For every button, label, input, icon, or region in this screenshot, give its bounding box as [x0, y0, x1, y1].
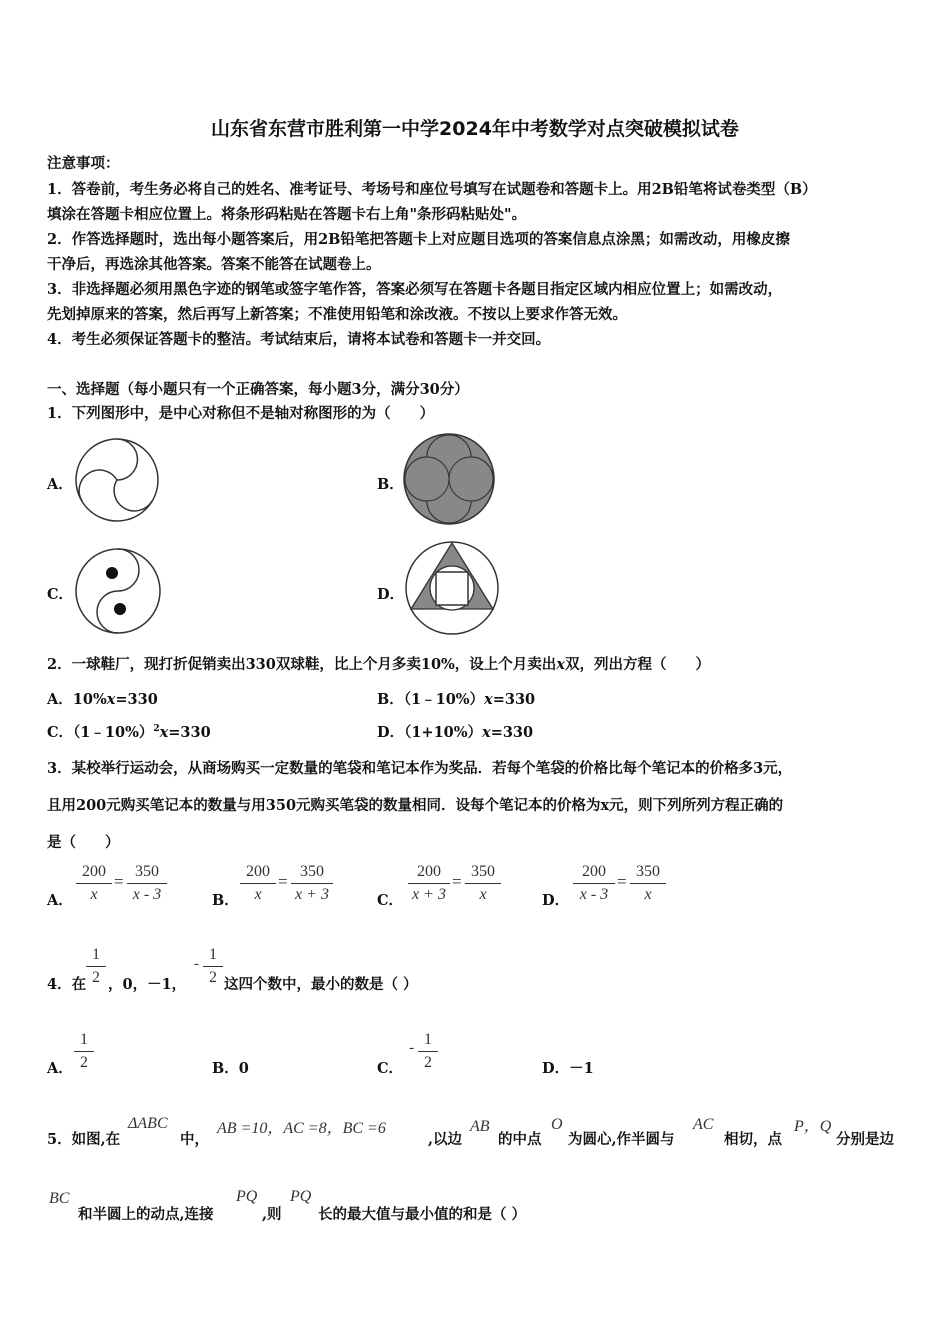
- q1-label-b: B．: [377, 476, 404, 493]
- q5-ab: AB: [470, 1118, 490, 1135]
- q2-option-a[interactable]: [47, 688, 158, 709]
- option-label: D．: [542, 1060, 570, 1077]
- numerator: 200: [246, 863, 270, 880]
- option-label: D．: [377, 724, 405, 741]
- option-text: －1: [569, 1060, 594, 1077]
- option-var: x: [484, 691, 493, 708]
- q2-stem-b: 双，列出方程（ ）: [564, 656, 710, 673]
- option-text: =330: [492, 691, 536, 708]
- minus-sign: -: [194, 956, 199, 972]
- q3-line-1: 3．某校举行运动会，从商场购买一定数量的笔袋和笔记本作为奖品．若每个笔袋的价格比每个笔记本的价格多3元，: [47, 760, 793, 777]
- q5-text: 5．如图,在: [47, 1131, 121, 1148]
- minus-sign: -: [409, 1040, 414, 1056]
- q4-option-d[interactable]: [542, 1057, 594, 1078]
- option-label: B．: [377, 691, 404, 708]
- denominator: 2: [209, 969, 217, 986]
- q4-neg-half: [203, 946, 223, 987]
- numerator: 200: [82, 863, 106, 880]
- option-text: =330: [490, 724, 534, 741]
- q5-conditions: AB =10，AC =8，BC =6: [217, 1120, 386, 1137]
- figure-c-yin-yang: [72, 545, 164, 637]
- q4-label-a[interactable]: A．: [47, 1060, 73, 1077]
- notice-line: 4．考生必须保证答题卡的整洁。考试结束后，请将本试卷和答题卡一并交回。: [47, 331, 551, 348]
- denominator: 2: [424, 1054, 432, 1071]
- numerator: 350: [636, 863, 660, 880]
- q5-text: 中，: [180, 1131, 209, 1148]
- option-text: =330: [168, 724, 211, 741]
- section-heading: 一、选择题（每小题只有一个正确答案，每小题3分，满分30分）: [47, 381, 469, 398]
- notice-line: 2．作答选择题时，选出每小题答案后，用2B铅笔把答题卡上对应题目选项的答案信息点涂黑；如需改动，用橡皮擦: [47, 231, 790, 248]
- notice-heading: 注意事项：: [47, 155, 120, 172]
- denominator: x: [90, 886, 98, 903]
- q5-bc: BC: [49, 1190, 70, 1207]
- q1-stem: 1．下列图形中，是中心对称但不是轴对称图形的为（ ）: [47, 405, 435, 422]
- q5-pq: PQ: [290, 1188, 312, 1205]
- q5-points: P，Q: [794, 1118, 832, 1135]
- page-title: 山东省东营市胜利第一中学2024年中考数学对点突破模拟试卷: [211, 118, 739, 140]
- q3-c-frac-left: [408, 863, 450, 904]
- option-label: B．: [212, 1060, 239, 1077]
- numerator: 200: [582, 863, 606, 880]
- q2-stem: [47, 653, 710, 674]
- option-text: 10%: [72, 691, 107, 708]
- q3-label-b[interactable]: B．: [212, 892, 239, 909]
- denominator: x: [254, 886, 262, 903]
- q2-option-b[interactable]: [377, 688, 535, 709]
- notice-line: 填涂在答题卡相应位置上。将条形码粘贴在答题卡右上角"条形码粘贴处"。: [47, 206, 527, 223]
- q1-label-c: C．: [47, 586, 74, 603]
- denominator: x - 3: [132, 886, 162, 903]
- option-text: 0: [238, 1060, 249, 1077]
- q5-text: 和半圆上的动点,连接: [78, 1206, 214, 1223]
- q2-option-d[interactable]: [377, 721, 533, 742]
- option-sup: 2: [153, 724, 160, 735]
- notice-line: 先划掉原来的答案，然后再写上新答案；不准使用铅笔和涂改液。不按以上要求作答无效。: [47, 306, 627, 323]
- q3-line-2: 且用200元购买笔记本的数量与用350元购买笔袋的数量相同．设每个笔记本的价格为x元，则下列所列方程正确的: [47, 797, 784, 814]
- option-text: （1+10%）: [404, 724, 483, 741]
- q5-triangle: ΔABC: [128, 1115, 168, 1132]
- option-var: x: [159, 724, 169, 741]
- q5-text: 为圆心,作半圆与: [568, 1131, 675, 1148]
- denominator: x: [479, 886, 487, 903]
- q4-label-c[interactable]: C．: [377, 1060, 404, 1077]
- option-label: A．: [47, 691, 73, 708]
- q4-mid: ，0，－1，: [108, 976, 187, 993]
- notice-line: 干净后，再选涂其他答案。答案不能答在试题卷上。: [47, 256, 381, 273]
- q4-suffix: 这四个数中，最小的数是（ ）: [224, 976, 418, 993]
- q4-prefix: 4．在: [47, 976, 87, 993]
- numerator: 350: [135, 863, 159, 880]
- q5-pq: PQ: [236, 1188, 258, 1205]
- figure-d-triangle-in-circle: [403, 539, 501, 637]
- denominator: 2: [92, 969, 100, 986]
- q3-d-frac-right: [630, 863, 666, 904]
- denominator: x + 3: [295, 886, 329, 903]
- q3-line-3: 是（ ）: [47, 834, 120, 851]
- option-var: x: [106, 691, 116, 708]
- denominator: x - 3: [579, 886, 609, 903]
- denominator: 2: [80, 1054, 88, 1071]
- q3-a-frac-left: [76, 863, 112, 904]
- q2-var: x: [556, 656, 565, 673]
- q5-text: 分别是边: [836, 1131, 894, 1148]
- q1-label-a: A．: [47, 476, 73, 493]
- q3-label-c[interactable]: C．: [377, 892, 404, 909]
- q3-b-frac-left: [240, 863, 276, 904]
- q4-half: [86, 946, 106, 987]
- option-var: x: [482, 724, 491, 741]
- q5-text: 长的最大值与最小值的和是（ ）: [318, 1206, 527, 1223]
- notice-line: 3．非选择题必须用黑色字迹的钢笔或签字笔作答，答案必须写在答题卡各题目指定区域内相应位置上；如需改动，: [47, 281, 783, 298]
- numerator: 1: [424, 1031, 432, 1048]
- numerator: 200: [417, 863, 441, 880]
- numerator: 350: [471, 863, 495, 880]
- numerator: 1: [80, 1031, 88, 1048]
- q3-label-a[interactable]: A．: [47, 892, 73, 909]
- equals-sign: =: [452, 872, 462, 891]
- figure-a-three-swirl: [72, 435, 162, 525]
- option-text: （1﹣10%）: [73, 724, 154, 741]
- numerator: 1: [92, 946, 100, 963]
- figure-b-four-petal: [402, 432, 496, 526]
- denominator: x + 3: [412, 886, 446, 903]
- q4-option-b[interactable]: [212, 1057, 249, 1078]
- q2-option-c[interactable]: [47, 721, 211, 742]
- option-text: （1﹣10%）: [403, 691, 485, 708]
- q5-o: O: [551, 1116, 563, 1133]
- q3-b-frac-right: [291, 863, 333, 904]
- q5-text: 的中点: [498, 1131, 542, 1148]
- equals-sign: =: [114, 872, 124, 891]
- q3-c-frac-right: [465, 863, 501, 904]
- q4-a-frac: [74, 1031, 94, 1072]
- option-label: C．: [47, 724, 74, 741]
- q5-text: 相切，点: [724, 1131, 782, 1148]
- numerator: 1: [209, 946, 217, 963]
- q5-text: ,则: [262, 1206, 282, 1223]
- q3-label-d[interactable]: D．: [542, 892, 570, 909]
- q2-stem-a: 2．一球鞋厂，现打折促销卖出330双球鞋，比上个月多卖10%，设上个月卖出: [47, 656, 557, 673]
- q5-ac: AC: [693, 1116, 714, 1133]
- equals-sign: =: [617, 872, 627, 891]
- q4-c-frac: [418, 1031, 438, 1072]
- option-text: =330: [115, 691, 158, 708]
- equals-sign: =: [278, 872, 288, 891]
- numerator: 350: [300, 863, 324, 880]
- q5-text: ,以边: [428, 1131, 463, 1148]
- q1-label-d: D．: [377, 586, 405, 603]
- q3-a-frac-right: [127, 863, 167, 904]
- denominator: x: [644, 886, 652, 903]
- q3-d-frac-left: [573, 863, 615, 904]
- notice-line: 1．答卷前，考生务必将自己的姓名、准考证号、考场号和座位号填写在试题卷和答题卡上。用2B铅笔将试卷类型（B）: [47, 181, 817, 198]
